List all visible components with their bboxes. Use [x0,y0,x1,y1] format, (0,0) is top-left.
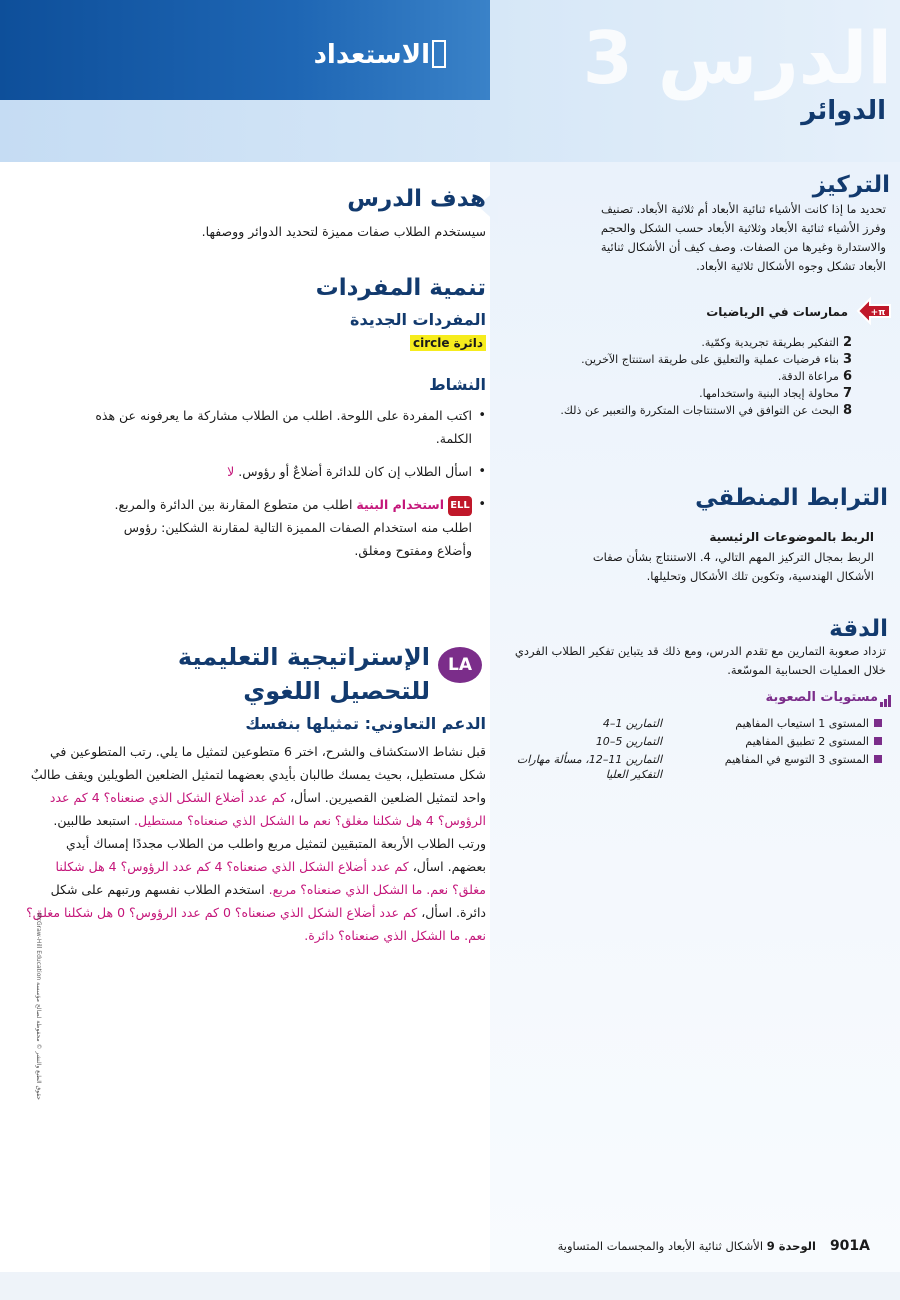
list-item: 7محاولة إيجاد البنية واستخدامها. [699,386,852,401]
strategy-subheading: الدعم التعاوني: تمثيلها بنفسك [245,714,486,733]
lesson-goal-heading: هدف الدرس [347,186,486,212]
level-exercises: التمارين 11–12، مسألة مهارات التفكير العليا [516,753,662,781]
focus-text: تحديد ما إذا كانت الأشياء ثنائية الأبعاد أم ثلاثية الأبعاد. تصنيف وفرز الأشياء ثنائية الأبعاد وثلاثية الأبعاد حسب الشكل والحجم والاستدارة وغيرها من الصفات. وصف كيف أن الأشكال ثنائية الأبعاد تشكل وجوه الأشكال ثلاثية الأبعاد. [600,202,886,273]
activity-list [86,404,486,572]
la-badge-icon: LA [438,647,482,683]
rigor-heading: الدقة [829,616,888,642]
vocabulary-term: دائرة circle [410,335,486,351]
bottom-strip [0,1272,900,1300]
levels-heading: مستويات الصعوبة [765,690,878,705]
lesson-subtitle: الدوائر [801,96,886,126]
rigor-text: تزداد صعوبة التمارين مع تقدم الدرس، ومع ذلك قد يتباين تفكير الطلاب الفردي خلال العمليات الحسابية الموسّعة. [514,644,886,677]
coherence-subheading: الربط بالموضوعات الرئيسية [709,530,874,544]
list-item: 6مراعاة الدقة. [777,369,852,384]
footer-title: الأشكال ثنائية الأبعاد والمجسمات المتساوية [557,1239,764,1253]
list-item: 8البحث عن التوافق في الاستنتاجات المتكررة والتعبير عن ذلك. [560,403,852,418]
vocabulary-heading: تنمية المفردات [315,275,486,301]
list-item: • ELLاستخدام البنية اطلب من متطوع المقارنة بين الدائرة والمربع. اطلب منه استخدام الصفات المميزة التالية لمقارنة الشكلين: رؤوس وأضلاع ومفتوح ومغلق. [86,493,486,562]
lesson-title: الدرس 3 [582,16,892,100]
prep-box-icon [432,40,446,68]
strategy-text: قبل نشاط الاستكشاف والشرح، اختر 6 متطوعين لتمثيل ما يلي. رتب المتطوعين في شكل مستطيل، بحيث يمسك طالبان بأيدي بعضهما لتمثيل الضلعين الطويلين ويقف طالبٌ واحد لتمثيل الضلعين القصيرين. اسأل، كم عدد أضلاع الشكل الذي صنعناه؟ 4 كم عدد الرؤوس؟ 4 هل شكلنا مغلق؟ نعم ما الشكل الذي صنعناه؟ مستطيل. استبعد طالبين. ورتب الطلاب الأربعة المتبقيين لتمثيل مربع واطلب من الطلاب مجددًا إمساك أيدي بعضهم. اسأل، كم عدد أضلاع الشكل الذي صنعناه؟ 4 كم عدد الرؤوس؟ 4 هل شكلنا مغلق؟ نعم. ما الشكل الذي صنعناه؟ مربع. استخدم الطلاب نفسهم ورتبهم على شكل دائرة. اسأل، كم عدد أضلاع الشكل الذي صنعناه؟ 0 كم عدد الرؤوس؟ 0 هل شكلنا مغلق؟ نعم. ما الشكل الذي صنعناه؟ دائرة. [26,744,486,943]
level-exercises: التمارين 1–4 [602,717,662,730]
level-row: المستوى 3 التوسع في المفاهيم [725,752,882,767]
math-practices-icon [856,296,892,326]
level-row: المستوى 2 تطبيق المفاهيم [745,734,882,749]
level-exercises: التمارين 5–10 [595,735,662,748]
math-practices-heading: ممارسات في الرياضيات [706,305,848,319]
page-number: 901A [829,1238,870,1254]
copyright-credit: حقوق الطبع والنشر © محفوظة لصالح مؤسسة McGraw-Hill Education [35,912,42,1100]
footer-unit: الوحدة 9 [766,1239,816,1253]
coherence-text: الربط بمجال التركيز المهم التالي، 4. الاستنتاج بشأن صفات الأشكال الهندسية، وتكوين تلك الأشكال وتحليلها. [592,550,874,583]
svg-text:π+: π+ [870,308,886,318]
ell-badge-icon: ELL [448,496,472,516]
list-item: 3بناء فرضيات عملية والتعليق على طريقة استنتاج الآخرين. [581,352,852,367]
prep-title: الاستعداد [313,40,430,70]
page-footer [558,1238,870,1254]
list-item: • اسأل الطلاب إن كان للدائرة أضلاعٌ أو رؤوس. لا [86,460,486,483]
coherence-heading: الترابط المنطقي [695,485,888,511]
list-item: • اكتب المفردة على اللوحة. اطلب من الطلاب مشاركة ما يعرفونه عن هذه الكلمة. [86,404,486,450]
math-practices-list [522,334,852,419]
level-row: المستوى 1 استيعاب المفاهيم [735,716,882,731]
new-vocabulary-heading: المفردات الجديدة [350,310,486,329]
focus-heading: التركيز [812,172,890,198]
levels-icon [880,692,892,704]
strategy-heading: الإستراتيجية التعليمية للتحصيل اللغوي [177,643,430,705]
lesson-goal-text: سيستخدم الطلاب صفات مميزة لتحديد الدوائر ووصفها. [201,224,486,239]
list-item: 2التفكير بطريقة تجريدية وكمّية. [701,335,852,350]
activity-heading: النشاط [429,375,486,394]
